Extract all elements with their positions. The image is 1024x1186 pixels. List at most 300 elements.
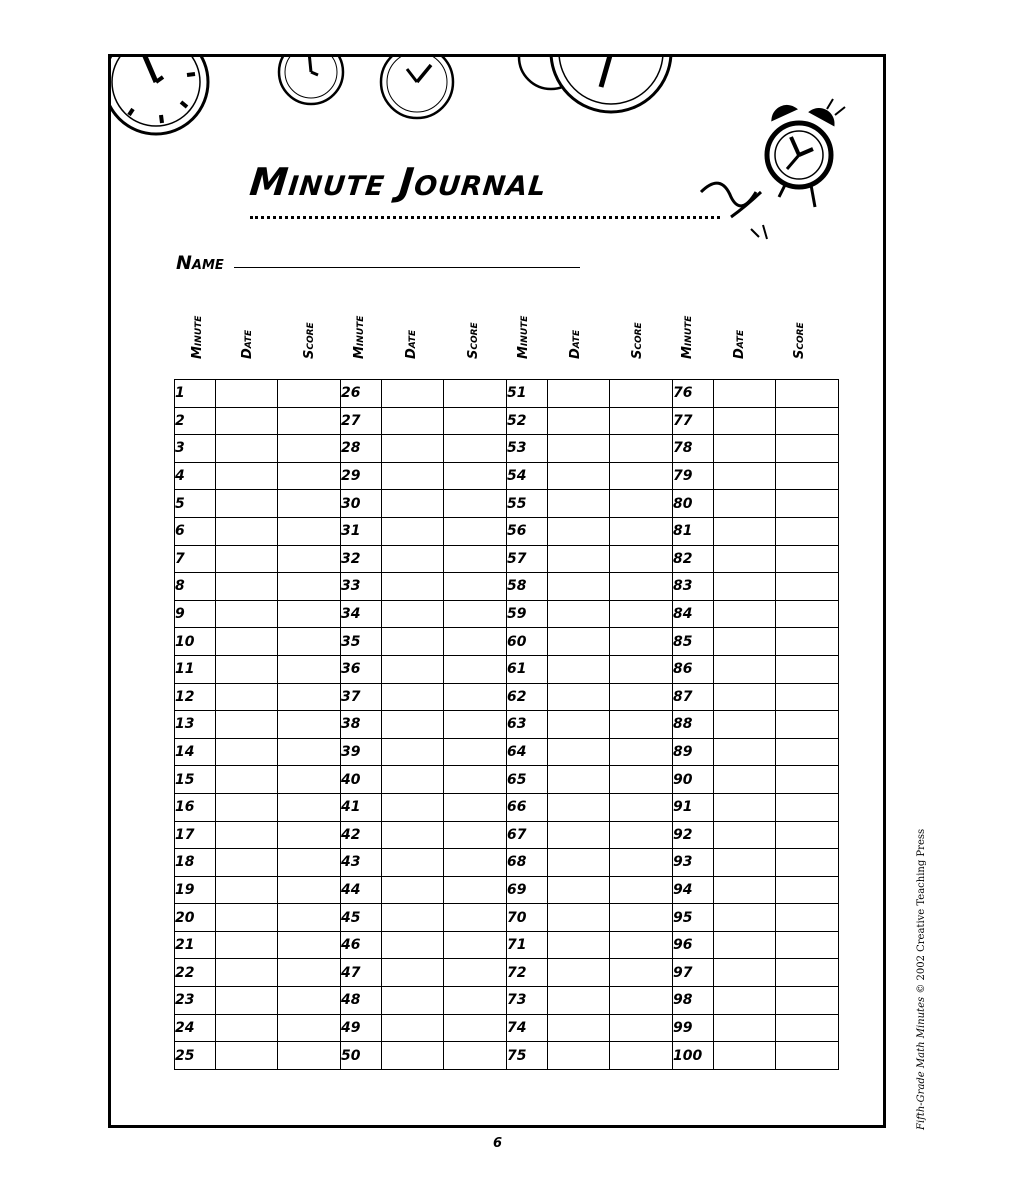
date-cell[interactable] [382, 407, 444, 435]
column-header-label: Score [792, 322, 807, 359]
column-header-score [466, 318, 486, 374]
score-cell[interactable] [776, 407, 839, 435]
date-cell[interactable] [714, 1014, 776, 1042]
score-cell[interactable] [278, 793, 341, 821]
score-cell[interactable] [444, 987, 507, 1015]
date-cell[interactable] [382, 380, 444, 408]
minute-number-cell: 30 [341, 490, 382, 518]
date-cell[interactable] [548, 573, 610, 601]
minute-number-cell: 80 [673, 490, 714, 518]
minute-number-cell: 66 [507, 793, 548, 821]
score-cell[interactable] [610, 683, 673, 711]
table-row [175, 462, 839, 490]
minute-number-cell: 29 [341, 462, 382, 490]
date-cell[interactable] [714, 738, 776, 766]
name-field[interactable] [234, 267, 580, 268]
minute-number-cell: 76 [673, 380, 714, 408]
date-cell[interactable] [714, 876, 776, 904]
column-header-date [568, 318, 588, 374]
date-cell[interactable] [714, 655, 776, 683]
date-cell[interactable] [548, 931, 610, 959]
minute-number-cell: 6 [175, 517, 216, 545]
minute-number-cell: 24 [175, 1014, 216, 1042]
date-cell[interactable] [714, 380, 776, 408]
minute-number-cell: 45 [341, 904, 382, 932]
score-cell[interactable] [776, 931, 839, 959]
date-cell[interactable] [714, 849, 776, 877]
score-cell[interactable] [776, 600, 839, 628]
score-cell[interactable] [610, 380, 673, 408]
score-cell[interactable] [610, 573, 673, 601]
minute-number-cell: 58 [507, 573, 548, 601]
minute-number-cell: 59 [507, 600, 548, 628]
date-cell[interactable] [714, 407, 776, 435]
column-header-label: Date [732, 329, 747, 359]
score-cell[interactable] [278, 573, 341, 601]
date-cell[interactable] [382, 683, 444, 711]
score-cell[interactable] [610, 517, 673, 545]
date-cell[interactable] [216, 959, 278, 987]
column-header-label: Date [568, 329, 583, 359]
credit-publisher: © 2002 Creative Teaching Press [916, 828, 927, 997]
date-cell[interactable] [548, 987, 610, 1015]
score-cell[interactable] [444, 931, 507, 959]
date-cell[interactable] [216, 573, 278, 601]
minute-number-cell: 13 [175, 711, 216, 739]
date-cell[interactable] [548, 628, 610, 656]
score-cell[interactable] [776, 573, 839, 601]
table-row [175, 959, 839, 987]
date-cell[interactable] [548, 959, 610, 987]
score-cell[interactable] [776, 435, 839, 463]
date-cell[interactable] [548, 1042, 610, 1070]
score-cell[interactable] [610, 904, 673, 932]
date-cell[interactable] [216, 435, 278, 463]
score-cell[interactable] [776, 793, 839, 821]
score-cell[interactable] [278, 849, 341, 877]
score-cell[interactable] [278, 545, 341, 573]
score-cell[interactable] [610, 1014, 673, 1042]
credit-book-title: Fifth-Grade Math Minutes [916, 996, 927, 1130]
score-cell[interactable] [776, 959, 839, 987]
date-cell[interactable] [382, 573, 444, 601]
date-cell[interactable] [216, 490, 278, 518]
score-cell[interactable] [278, 435, 341, 463]
score-cell[interactable] [776, 490, 839, 518]
score-cell[interactable] [444, 407, 507, 435]
minute-number-cell: 95 [673, 904, 714, 932]
score-cell[interactable] [776, 987, 839, 1015]
score-cell[interactable] [278, 683, 341, 711]
minute-number-cell: 87 [673, 683, 714, 711]
date-cell[interactable] [714, 517, 776, 545]
minute-number-cell: 50 [341, 1042, 382, 1070]
date-cell[interactable] [714, 683, 776, 711]
date-cell[interactable] [216, 931, 278, 959]
date-cell[interactable] [714, 435, 776, 463]
date-cell[interactable] [382, 766, 444, 794]
score-cell[interactable] [776, 738, 839, 766]
minute-number-cell: 88 [673, 711, 714, 739]
minute-number-cell: 53 [507, 435, 548, 463]
score-cell[interactable] [776, 876, 839, 904]
table-row [175, 490, 839, 518]
page-number: 6 [493, 1136, 503, 1151]
minute-number-cell: 15 [175, 766, 216, 794]
score-cell[interactable] [278, 628, 341, 656]
date-cell[interactable] [382, 1014, 444, 1042]
score-cell[interactable] [610, 959, 673, 987]
score-cell[interactable] [444, 490, 507, 518]
score-cell[interactable] [444, 600, 507, 628]
score-cell[interactable] [610, 545, 673, 573]
table-row [175, 766, 839, 794]
column-header-label: Score [466, 322, 481, 359]
score-cell[interactable] [444, 959, 507, 987]
minute-number-cell: 98 [673, 987, 714, 1015]
date-cell[interactable] [216, 821, 278, 849]
minute-number-cell: 90 [673, 766, 714, 794]
date-cell[interactable] [714, 573, 776, 601]
date-cell[interactable] [216, 987, 278, 1015]
date-cell[interactable] [714, 821, 776, 849]
minute-number-cell: 100 [673, 1042, 714, 1070]
minute-number-cell: 79 [673, 462, 714, 490]
score-cell[interactable] [776, 1042, 839, 1070]
date-cell[interactable] [382, 876, 444, 904]
date-cell[interactable] [382, 490, 444, 518]
date-cell[interactable] [216, 738, 278, 766]
date-cell[interactable] [548, 793, 610, 821]
clock-icon [279, 57, 343, 104]
minute-number-cell: 81 [673, 517, 714, 545]
date-cell[interactable] [216, 683, 278, 711]
score-cell[interactable] [444, 573, 507, 601]
clock-icon [381, 57, 453, 118]
minute-number-cell: 14 [175, 738, 216, 766]
score-cell[interactable] [776, 849, 839, 877]
page-title: Minute Journal [247, 160, 550, 204]
score-cell[interactable] [444, 545, 507, 573]
date-cell[interactable] [714, 931, 776, 959]
score-cell[interactable] [610, 931, 673, 959]
date-cell[interactable] [216, 766, 278, 794]
date-cell[interactable] [714, 987, 776, 1015]
minute-number-cell: 67 [507, 821, 548, 849]
score-cell[interactable] [776, 711, 839, 739]
score-cell[interactable] [610, 849, 673, 877]
score-cell[interactable] [278, 876, 341, 904]
column-header-minute [352, 315, 372, 374]
score-cell[interactable] [278, 655, 341, 683]
minute-number-cell: 36 [341, 655, 382, 683]
score-cell[interactable] [610, 793, 673, 821]
column-header-score [630, 318, 650, 374]
score-cell[interactable] [278, 380, 341, 408]
minute-number-cell: 74 [507, 1014, 548, 1042]
score-cell[interactable] [444, 766, 507, 794]
date-cell[interactable] [548, 380, 610, 408]
date-cell[interactable] [714, 1042, 776, 1070]
table-row [175, 738, 839, 766]
score-cell[interactable] [278, 490, 341, 518]
date-cell[interactable] [548, 711, 610, 739]
score-cell[interactable] [278, 1014, 341, 1042]
minute-number-cell: 1 [175, 380, 216, 408]
minute-number-cell: 94 [673, 876, 714, 904]
score-cell[interactable] [776, 517, 839, 545]
score-cell[interactable] [610, 876, 673, 904]
date-cell[interactable] [382, 904, 444, 932]
minute-number-cell: 8 [175, 573, 216, 601]
date-cell[interactable] [216, 876, 278, 904]
minute-number-cell: 20 [175, 904, 216, 932]
minute-number-cell: 86 [673, 655, 714, 683]
date-cell[interactable] [216, 628, 278, 656]
minute-number-cell: 63 [507, 711, 548, 739]
date-cell[interactable] [382, 655, 444, 683]
date-cell[interactable] [216, 545, 278, 573]
date-cell[interactable] [382, 959, 444, 987]
alarm-clock-icon [701, 99, 845, 239]
date-cell[interactable] [382, 1042, 444, 1070]
score-cell[interactable] [444, 1042, 507, 1070]
date-cell[interactable] [216, 793, 278, 821]
date-cell[interactable] [382, 517, 444, 545]
score-cell[interactable] [776, 683, 839, 711]
date-cell[interactable] [382, 821, 444, 849]
table-row [175, 987, 839, 1015]
date-cell[interactable] [548, 821, 610, 849]
score-cell[interactable] [278, 959, 341, 987]
score-cell[interactable] [610, 462, 673, 490]
score-cell[interactable] [444, 683, 507, 711]
date-cell[interactable] [216, 849, 278, 877]
date-cell[interactable] [382, 435, 444, 463]
minute-number-cell: 93 [673, 849, 714, 877]
minute-number-cell: 55 [507, 490, 548, 518]
minute-number-cell: 82 [673, 545, 714, 573]
score-cell[interactable] [610, 987, 673, 1015]
minute-number-cell: 2 [175, 407, 216, 435]
minute-number-cell: 46 [341, 931, 382, 959]
minute-number-cell: 39 [341, 738, 382, 766]
minute-number-cell: 23 [175, 987, 216, 1015]
date-cell[interactable] [216, 655, 278, 683]
date-cell[interactable] [382, 711, 444, 739]
date-cell[interactable] [382, 849, 444, 877]
minute-number-cell: 44 [341, 876, 382, 904]
date-cell[interactable] [548, 407, 610, 435]
minute-number-cell: 27 [341, 407, 382, 435]
minute-number-cell: 92 [673, 821, 714, 849]
date-cell[interactable] [714, 490, 776, 518]
date-cell[interactable] [714, 904, 776, 932]
minute-number-cell: 12 [175, 683, 216, 711]
score-cell[interactable] [278, 462, 341, 490]
score-cell[interactable] [444, 628, 507, 656]
score-cell[interactable] [278, 931, 341, 959]
date-cell[interactable] [216, 711, 278, 739]
date-cell[interactable] [548, 517, 610, 545]
date-cell[interactable] [216, 462, 278, 490]
date-cell[interactable] [216, 1014, 278, 1042]
date-cell[interactable] [714, 462, 776, 490]
date-cell[interactable] [548, 683, 610, 711]
score-cell[interactable] [444, 1014, 507, 1042]
score-cell[interactable] [776, 1014, 839, 1042]
minute-number-cell: 9 [175, 600, 216, 628]
date-cell[interactable] [548, 462, 610, 490]
date-cell[interactable] [548, 766, 610, 794]
date-cell[interactable] [548, 655, 610, 683]
score-cell[interactable] [610, 628, 673, 656]
date-cell[interactable] [714, 600, 776, 628]
table-row [175, 821, 839, 849]
minute-number-cell: 35 [341, 628, 382, 656]
date-cell[interactable] [714, 766, 776, 794]
minute-number-cell: 21 [175, 931, 216, 959]
table-row [175, 655, 839, 683]
minute-number-cell: 97 [673, 959, 714, 987]
score-cell[interactable] [776, 821, 839, 849]
score-cell[interactable] [776, 904, 839, 932]
date-cell[interactable] [382, 545, 444, 573]
score-cell[interactable] [610, 821, 673, 849]
score-cell[interactable] [776, 545, 839, 573]
score-cell[interactable] [278, 766, 341, 794]
score-cell[interactable] [444, 849, 507, 877]
minute-number-cell: 60 [507, 628, 548, 656]
minute-number-cell: 43 [341, 849, 382, 877]
score-cell[interactable] [610, 655, 673, 683]
date-cell[interactable] [714, 628, 776, 656]
clock-icon [111, 57, 208, 134]
score-cell[interactable] [776, 655, 839, 683]
score-cell[interactable] [278, 517, 341, 545]
score-cell[interactable] [776, 766, 839, 794]
score-cell[interactable] [278, 1042, 341, 1070]
minute-number-cell: 61 [507, 655, 548, 683]
date-cell[interactable] [382, 738, 444, 766]
score-cell[interactable] [610, 711, 673, 739]
score-cell[interactable] [776, 628, 839, 656]
table-row [175, 1042, 839, 1070]
date-cell[interactable] [548, 738, 610, 766]
minute-number-cell: 52 [507, 407, 548, 435]
date-cell[interactable] [382, 931, 444, 959]
minute-number-cell: 70 [507, 904, 548, 932]
minute-number-cell: 69 [507, 876, 548, 904]
date-cell[interactable] [216, 1042, 278, 1070]
date-cell[interactable] [216, 600, 278, 628]
table-row [175, 407, 839, 435]
minute-number-cell: 78 [673, 435, 714, 463]
column-header-minute [190, 315, 210, 374]
minute-number-cell: 96 [673, 931, 714, 959]
score-cell[interactable] [278, 904, 341, 932]
date-cell[interactable] [714, 545, 776, 573]
column-header-label: Minute [516, 315, 531, 359]
score-cell[interactable] [444, 655, 507, 683]
column-header-label: Score [302, 322, 317, 359]
minute-number-cell: 51 [507, 380, 548, 408]
date-cell[interactable] [548, 1014, 610, 1042]
date-cell[interactable] [382, 600, 444, 628]
table-row [175, 931, 839, 959]
minute-number-cell: 16 [175, 793, 216, 821]
date-cell[interactable] [548, 490, 610, 518]
date-cell[interactable] [382, 987, 444, 1015]
score-cell[interactable] [278, 407, 341, 435]
date-cell[interactable] [548, 435, 610, 463]
minute-number-cell: 7 [175, 545, 216, 573]
score-cell[interactable] [444, 462, 507, 490]
minute-number-cell: 72 [507, 959, 548, 987]
score-cell[interactable] [776, 380, 839, 408]
score-cell[interactable] [444, 380, 507, 408]
score-cell[interactable] [278, 600, 341, 628]
score-cell[interactable] [444, 876, 507, 904]
minute-number-cell: 84 [673, 600, 714, 628]
score-cell[interactable] [610, 766, 673, 794]
score-cell[interactable] [278, 738, 341, 766]
minute-number-cell: 77 [673, 407, 714, 435]
date-cell[interactable] [382, 628, 444, 656]
column-header-label: Minute [190, 315, 205, 359]
minute-number-cell: 40 [341, 766, 382, 794]
score-cell[interactable] [610, 407, 673, 435]
date-cell[interactable] [216, 517, 278, 545]
date-cell[interactable] [548, 545, 610, 573]
date-cell[interactable] [216, 904, 278, 932]
minute-number-cell: 89 [673, 738, 714, 766]
score-cell[interactable] [610, 1042, 673, 1070]
score-cell[interactable] [444, 517, 507, 545]
score-cell[interactable] [278, 987, 341, 1015]
score-cell[interactable] [278, 711, 341, 739]
column-header-date [240, 318, 260, 374]
score-cell[interactable] [776, 462, 839, 490]
score-cell[interactable] [444, 793, 507, 821]
minute-number-cell: 33 [341, 573, 382, 601]
score-cell[interactable] [444, 904, 507, 932]
date-cell[interactable] [714, 793, 776, 821]
date-cell[interactable] [548, 849, 610, 877]
date-cell[interactable] [548, 876, 610, 904]
score-cell[interactable] [610, 600, 673, 628]
score-cell[interactable] [278, 821, 341, 849]
date-cell[interactable] [216, 407, 278, 435]
score-cell[interactable] [444, 435, 507, 463]
table-row [175, 435, 839, 463]
score-cell[interactable] [610, 738, 673, 766]
score-cell[interactable] [444, 711, 507, 739]
date-cell[interactable] [548, 904, 610, 932]
date-cell[interactable] [216, 380, 278, 408]
date-cell[interactable] [714, 711, 776, 739]
date-cell[interactable] [714, 959, 776, 987]
score-cell[interactable] [444, 738, 507, 766]
minute-number-cell: 26 [341, 380, 382, 408]
date-cell[interactable] [382, 793, 444, 821]
score-cell[interactable] [444, 821, 507, 849]
date-cell[interactable] [382, 462, 444, 490]
minute-number-cell: 65 [507, 766, 548, 794]
score-cell[interactable] [610, 435, 673, 463]
date-cell[interactable] [548, 600, 610, 628]
score-cell[interactable] [610, 490, 673, 518]
